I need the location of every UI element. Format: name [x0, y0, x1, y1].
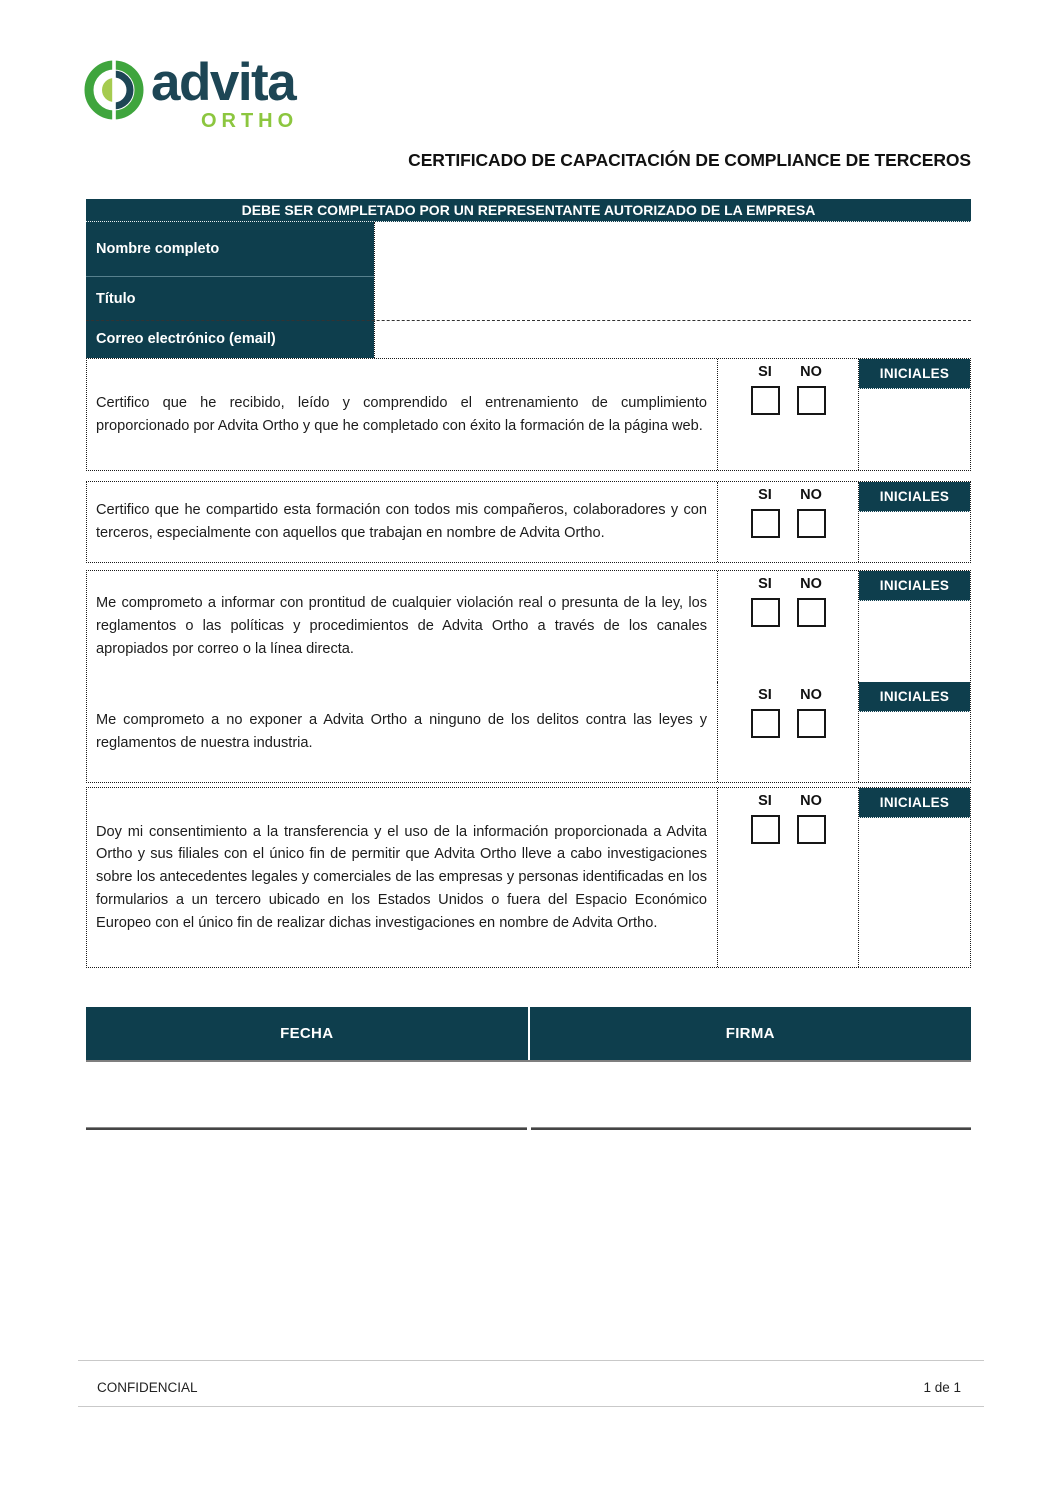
statement-group-5 — [86, 787, 971, 968]
si-checkbox-3[interactable] — [751, 598, 780, 627]
no-label: NO — [800, 364, 822, 380]
footer-page-number: 1 de 1 — [923, 1380, 961, 1395]
statement-row-5 — [87, 788, 970, 967]
si-checkbox-4[interactable] — [751, 709, 780, 738]
no-label: NO — [800, 793, 822, 809]
statement-text-3: Me comprometo a informar con prontitud de cualquier violación real o presunta de la ley, los reglamentos o las políticas y procedimientos de Advita Ortho a través de los canales apropiados por correo o la línea directa. — [87, 571, 718, 682]
field-label-nombre: Nombre completo — [86, 222, 374, 276]
statement-group-3-4 — [86, 570, 971, 783]
statement-text-1: Certifico que he recibido, leído y comprendido el entrenamiento de cumplimiento proporcionado por Advita Ortho y que he completado con éxito la formación de la página web. — [87, 359, 718, 470]
iniciales-header: INICIALES — [859, 788, 970, 818]
si-label: SI — [758, 364, 772, 380]
iniciales-input-1[interactable] — [859, 389, 970, 470]
statement-row-2 — [87, 482, 970, 562]
field-labels-column — [86, 222, 375, 358]
si-label: SI — [758, 576, 772, 592]
advita-logo-icon — [84, 60, 144, 120]
form-content — [86, 199, 971, 1130]
firma-header: FIRMA — [530, 1007, 972, 1060]
si-label: SI — [758, 793, 772, 809]
statement-group-1 — [86, 358, 971, 471]
footer-confidential-label: CONFIDENCIAL — [97, 1380, 198, 1395]
si-label: SI — [758, 687, 772, 703]
form-section-header: DEBE SER COMPLETADO POR UN REPRESENTANTE AUTORIZADO DE LA EMPRESA — [86, 199, 971, 222]
brand-name: advita — [151, 53, 296, 112]
si-checkbox-5[interactable] — [751, 815, 780, 844]
no-checkbox-1[interactable] — [797, 386, 826, 415]
statement-row-3 — [87, 571, 970, 682]
si-checkbox-2[interactable] — [751, 509, 780, 538]
iniciales-header: INICIALES — [859, 571, 970, 601]
statement-choice-5 — [718, 788, 859, 967]
statement-text-4: Me comprometo a no exponer a Advita Ortho a ninguno de los delitos contra las leyes y reglamentos de nuestra industria. — [87, 682, 718, 782]
iniciales-input-4[interactable] — [859, 712, 970, 782]
signature-lines — [86, 1127, 971, 1130]
page-footer — [78, 1360, 984, 1407]
iniciales-header: INICIALES — [859, 682, 970, 712]
document-title: CERTIFICADO DE CAPACITACIÓN DE COMPLIANCE DE TERCEROS — [408, 150, 971, 170]
statement-initials-2 — [859, 482, 970, 562]
statement-text-5: Doy mi consentimiento a la transferencia y el uso de la información proporcionada a Advita Ortho y sus filiales con el único fin de permitir que Advita Ortho lleve a cabo investigaciones sobre los antecedentes legales y comerciales de las empresas y personas identificadas en los formularios a un tercero ubicado en los Estados Unidos o fuera del Espacio Económico Europeo con el único fin de realizar dichas investigaciones en nombre de Advita Ortho. — [87, 788, 718, 967]
no-label: NO — [800, 687, 822, 703]
brand-text — [151, 53, 299, 133]
firma-signature-line[interactable] — [531, 1127, 972, 1130]
date-signature-header — [86, 1007, 971, 1062]
si-checkbox-1[interactable] — [751, 386, 780, 415]
field-label-titulo: Título — [86, 276, 374, 320]
nombre-titulo-input-area[interactable] — [375, 222, 971, 320]
no-label: NO — [800, 576, 822, 592]
no-checkbox-4[interactable] — [797, 709, 826, 738]
iniciales-header: INICIALES — [859, 359, 970, 389]
representative-info-table — [86, 222, 971, 358]
logo — [84, 53, 299, 133]
statement-initials-5 — [859, 788, 970, 967]
no-checkbox-5[interactable] — [797, 815, 826, 844]
statement-choice-2 — [718, 482, 859, 562]
iniciales-input-3[interactable] — [859, 601, 970, 682]
no-checkbox-2[interactable] — [797, 509, 826, 538]
iniciales-header: INICIALES — [859, 482, 970, 512]
statement-group-2 — [86, 481, 971, 563]
statement-choice-3 — [718, 571, 859, 682]
brand-subtitle: ORTHO — [200, 110, 299, 132]
statement-choice-4 — [718, 682, 859, 782]
statement-initials-3 — [859, 571, 970, 682]
fecha-signature-line[interactable] — [86, 1127, 527, 1130]
statement-text-2: Certifico que he compartido esta formación con todos mis compañeros, colaboradores y con terceros, especialmente con aquellos que trabajan en nombre de Advita Ortho. — [87, 482, 718, 562]
si-label: SI — [758, 487, 772, 503]
statement-initials-4 — [859, 682, 970, 782]
field-values-column — [375, 222, 971, 358]
iniciales-input-5[interactable] — [859, 818, 970, 967]
statement-choice-1 — [718, 359, 859, 470]
iniciales-input-2[interactable] — [859, 512, 970, 562]
statement-initials-1 — [859, 359, 970, 470]
field-label-email: Correo electrónico (email) — [86, 320, 374, 358]
statement-row-4 — [87, 682, 970, 782]
fecha-header: FECHA — [86, 1007, 530, 1060]
no-checkbox-3[interactable] — [797, 598, 826, 627]
statement-row-1 — [87, 359, 970, 470]
email-input-area[interactable] — [375, 320, 971, 358]
no-label: NO — [800, 487, 822, 503]
